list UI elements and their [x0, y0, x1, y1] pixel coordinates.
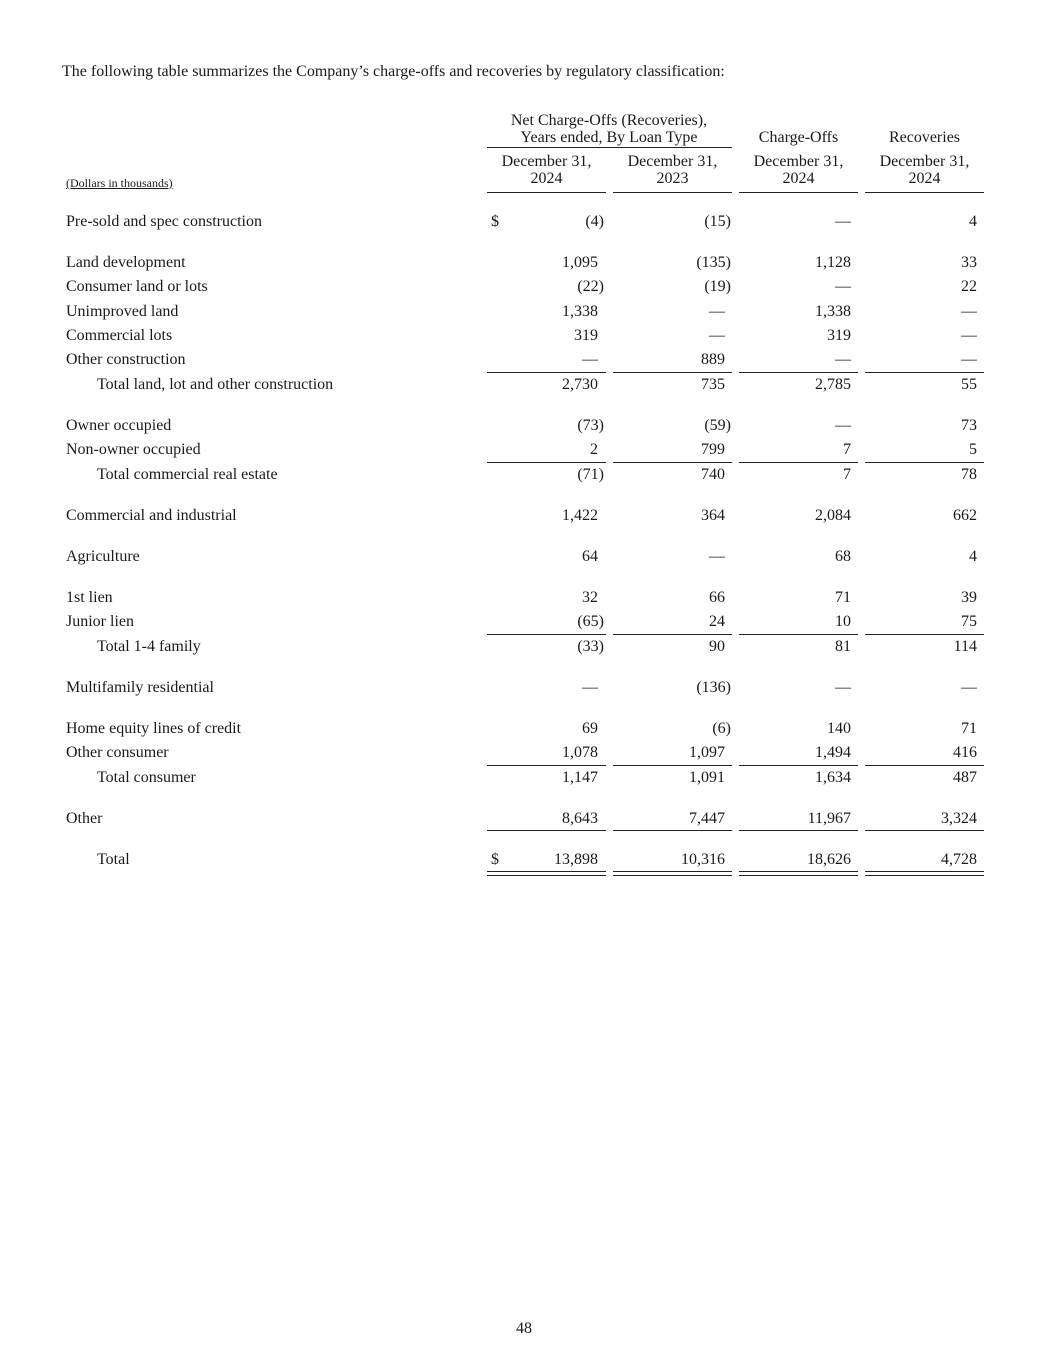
subtotal-rule: [487, 765, 606, 766]
table-cell: 319: [574, 327, 598, 344]
table-cell: 7,447: [689, 810, 725, 827]
table-cell: 487: [953, 769, 977, 786]
subtotal-rule: [739, 372, 858, 373]
subtotal-rule: [613, 830, 732, 831]
table-cell: 68: [835, 548, 851, 565]
row-label: Total 1-4 family: [97, 638, 201, 655]
table-cell: 2,785: [815, 376, 851, 393]
table-cell: (15): [704, 213, 731, 230]
total-double-rule: [739, 871, 858, 876]
table-cell: —: [835, 278, 851, 295]
table-cell: 22: [961, 278, 977, 295]
table-cell: 5: [969, 441, 977, 458]
table-row: [0, 466, 1048, 490]
table-row: [0, 254, 1048, 278]
table-cell: 55: [961, 376, 977, 393]
table-cell: 24: [709, 613, 725, 630]
table-cell: 1,097: [689, 744, 725, 761]
table-cell: 69: [582, 720, 598, 737]
table-cell: 1,128: [815, 254, 851, 271]
table-cell: 2,084: [815, 507, 851, 524]
table-cell: 364: [701, 507, 725, 524]
dollar-sign: $: [491, 851, 499, 868]
table-row: [0, 213, 1048, 237]
subtotal-rule: [487, 372, 606, 373]
total-double-rule: [613, 871, 732, 876]
col-header-2-line2: 2023: [656, 170, 689, 187]
subtotal-rule: [865, 462, 984, 463]
table-cell: 3,324: [941, 810, 977, 827]
table-cell: (59): [704, 417, 731, 434]
table-row: [0, 589, 1048, 613]
group-header-underline: [487, 147, 732, 148]
table-cell: 799: [701, 441, 725, 458]
table-cell: 4,728: [941, 851, 977, 868]
table-cell: 889: [701, 351, 725, 368]
table-cell: 1,422: [562, 507, 598, 524]
table-cell: —: [709, 327, 725, 344]
table-cell: 662: [953, 507, 977, 524]
table-cell: —: [835, 417, 851, 434]
subtotal-rule: [739, 765, 858, 766]
row-label: Other consumer: [66, 744, 169, 761]
table-cell: 10: [835, 613, 851, 630]
col-header-3-line2: 2024: [782, 170, 815, 187]
table-cell: 32: [582, 589, 598, 606]
row-label: Total: [97, 851, 130, 868]
table-cell: 33: [961, 254, 977, 271]
row-label: Total land, lot and other construction: [97, 376, 334, 393]
table-cell: —: [709, 303, 725, 320]
table-row: [0, 638, 1048, 662]
row-label: Multifamily residential: [66, 679, 214, 696]
header-underline-4: [865, 192, 984, 193]
row-label: Land development: [66, 254, 186, 271]
table-cell: (73): [577, 417, 604, 434]
table-row: [0, 548, 1048, 572]
table-cell: 7: [843, 441, 851, 458]
table-row: [0, 327, 1048, 351]
row-label: Other construction: [66, 351, 186, 368]
col-header-2-line1: December 31,: [627, 153, 718, 170]
subtotal-rule: [865, 830, 984, 831]
table-cell: (22): [577, 278, 604, 295]
subtotal-rule: [613, 372, 732, 373]
row-label: Unimproved land: [66, 303, 179, 320]
table-cell: (33): [577, 638, 604, 655]
page-number: 48: [516, 1320, 532, 1337]
table-cell: —: [835, 679, 851, 696]
table-row: [0, 720, 1048, 744]
table-row: [0, 769, 1048, 793]
row-label: Junior lien: [66, 613, 134, 630]
table-cell: (136): [696, 679, 731, 696]
table-cell: 75: [961, 613, 977, 630]
table-cell: 64: [582, 548, 598, 565]
table-cell: 1,634: [815, 769, 851, 786]
table-cell: —: [835, 351, 851, 368]
table-cell: (135): [696, 254, 731, 271]
table-cell: (19): [704, 278, 731, 295]
col-header-chargeoffs: Charge-Offs: [758, 129, 839, 146]
table-cell: 18,626: [807, 851, 851, 868]
table-cell: —: [709, 548, 725, 565]
col-header-recoveries: Recoveries: [888, 129, 961, 146]
row-label: Agriculture: [66, 548, 140, 565]
subtotal-rule: [487, 634, 606, 635]
row-label: Consumer land or lots: [66, 278, 208, 295]
table-cell: 140: [827, 720, 851, 737]
table-cell: 740: [701, 466, 725, 483]
table-cell: 735: [701, 376, 725, 393]
table-cell: 319: [827, 327, 851, 344]
table-cell: 4: [969, 213, 977, 230]
subtotal-rule: [487, 462, 606, 463]
table-cell: 78: [961, 466, 977, 483]
table-cell: 1,091: [689, 769, 725, 786]
header-underline-3: [739, 192, 858, 193]
row-label: Home equity lines of credit: [66, 720, 242, 737]
table-cell: 71: [835, 589, 851, 606]
row-label: Total commercial real estate: [97, 466, 278, 483]
col-header-3: [739, 153, 858, 187]
col-header-1-line1: December 31,: [501, 153, 592, 170]
total-double-rule: [487, 871, 606, 876]
table-cell: 1,147: [562, 769, 598, 786]
table-cell: 10,316: [681, 851, 725, 868]
row-label: Commercial lots: [66, 327, 173, 344]
table-row: [0, 303, 1048, 327]
row-label: Non-owner occupied: [66, 441, 201, 458]
subtotal-rule: [739, 462, 858, 463]
table-row: [0, 278, 1048, 302]
row-label: Other: [66, 810, 103, 827]
row-label: Pre-sold and spec construction: [66, 213, 262, 230]
table-cell: 11,967: [807, 810, 851, 827]
table-cell: 2: [590, 441, 598, 458]
table-cell: 416: [953, 744, 977, 761]
table-cell: —: [961, 679, 977, 696]
table-cell: 66: [709, 589, 725, 606]
table-cell: —: [582, 679, 598, 696]
table-cell: 13,898: [554, 851, 598, 868]
col-header-4-line1: December 31,: [879, 153, 970, 170]
subtotal-rule: [613, 634, 732, 635]
table-cell: 114: [953, 638, 977, 655]
subtotal-rule: [487, 830, 606, 831]
col-header-1-line2: 2024: [530, 170, 563, 187]
table-cell: (71): [577, 466, 604, 483]
table-cell: (6): [712, 720, 731, 737]
table-cell: —: [582, 351, 598, 368]
table-cell: 81: [835, 638, 851, 655]
table-row: [0, 417, 1048, 441]
dollar-sign: $: [491, 213, 499, 230]
group-header-line2: Years ended, By Loan Type: [520, 129, 698, 146]
table-row: [0, 679, 1048, 703]
subtotal-rule: [865, 765, 984, 766]
col-header-2: [613, 153, 732, 187]
table-cell: 4: [969, 548, 977, 565]
table-cell: 1,338: [562, 303, 598, 320]
table-row: [0, 376, 1048, 400]
table-cell: 1,095: [562, 254, 598, 271]
col-header-3-line1: December 31,: [753, 153, 844, 170]
col-header-1: [487, 153, 606, 187]
table-cell: 7: [843, 466, 851, 483]
group-header: [487, 112, 731, 146]
col-header-4-line2: 2024: [908, 170, 941, 187]
table-cell: —: [961, 327, 977, 344]
header-underline-2: [613, 192, 732, 193]
row-label: Owner occupied: [66, 417, 172, 434]
group-header-line1: Net Charge-Offs (Recoveries),: [510, 112, 708, 129]
table-cell: 73: [961, 417, 977, 434]
units-label: (Dollars in thousands): [66, 176, 173, 190]
subtotal-rule: [865, 372, 984, 373]
subtotal-rule: [613, 462, 732, 463]
table-cell: 71: [961, 720, 977, 737]
table-cell: (65): [577, 613, 604, 630]
subtotal-rule: [613, 765, 732, 766]
table-row: [0, 507, 1048, 531]
table-cell: —: [835, 213, 851, 230]
table-cell: 1,338: [815, 303, 851, 320]
table-cell: 2,730: [562, 376, 598, 393]
table-cell: —: [961, 303, 977, 320]
table-cell: 39: [961, 589, 977, 606]
table-cell: 8,643: [562, 810, 598, 827]
header-underline-1: [487, 192, 606, 193]
col-header-4: [865, 153, 984, 187]
table-cell: (4): [585, 213, 604, 230]
subtotal-rule: [739, 634, 858, 635]
table-cell: —: [961, 351, 977, 368]
row-label: Total consumer: [97, 769, 196, 786]
row-label: Commercial and industrial: [66, 507, 237, 524]
table-cell: 1,078: [562, 744, 598, 761]
total-double-rule: [865, 871, 984, 876]
table-cell: 1,494: [815, 744, 851, 761]
intro-text: The following table summarizes the Company’s charge-offs and recoveries by regulatory classification:: [62, 63, 725, 80]
table-cell: 90: [709, 638, 725, 655]
subtotal-rule: [739, 830, 858, 831]
row-label: 1st lien: [66, 589, 113, 606]
subtotal-rule: [865, 634, 984, 635]
